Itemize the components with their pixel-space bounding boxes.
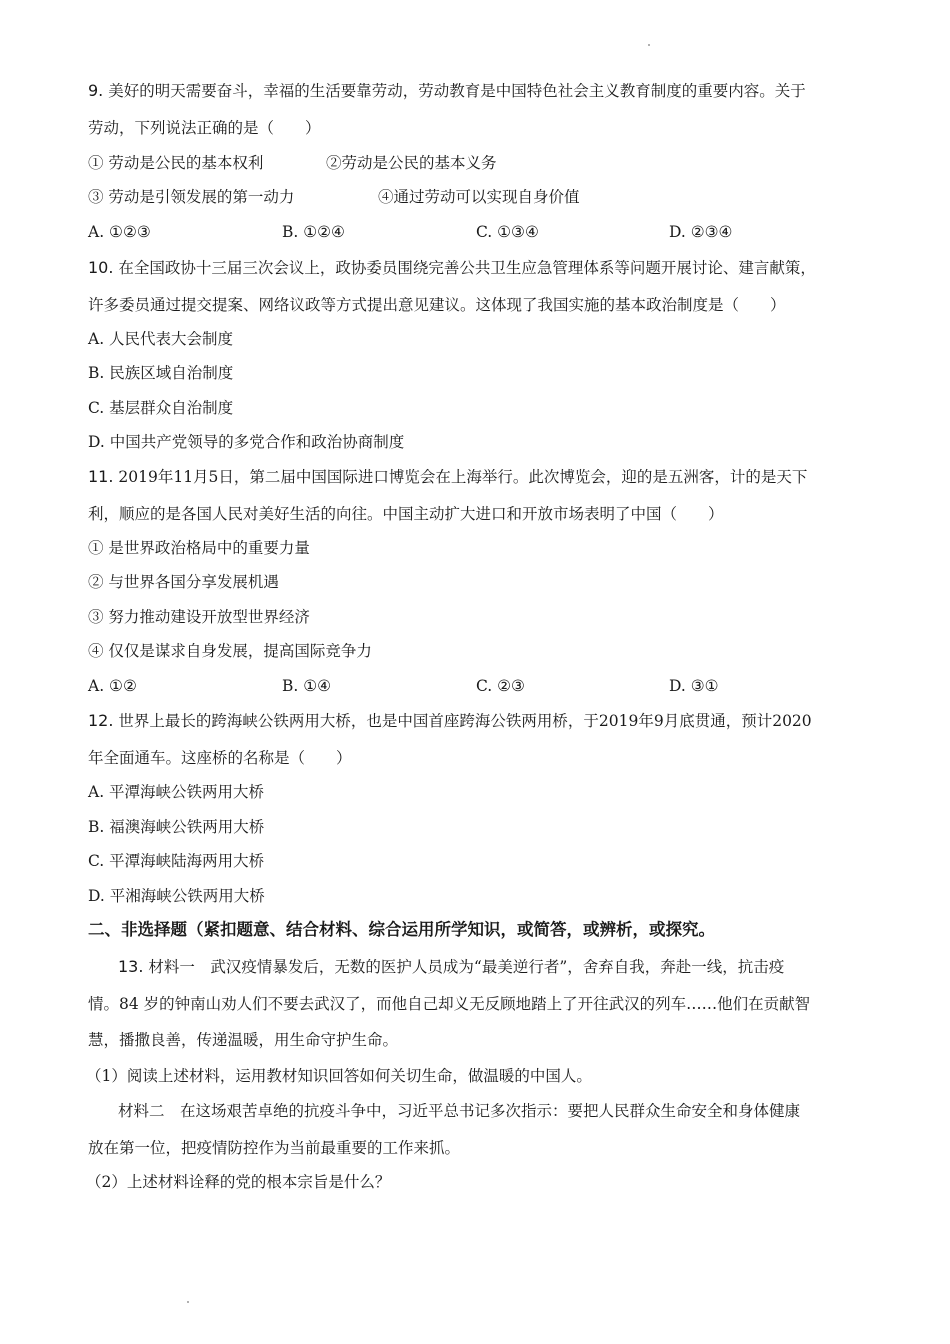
q9-option-b[interactable]: B. ①②④ [282, 223, 345, 241]
q13-sub-question-2: （2）上述材料诠释的党的根本宗旨是什么？ [86, 1173, 391, 1191]
q10-stem-text1: 在全国政协十三届三次会议上，政协委员围绕完善公共卫生应急管理体系等问题开展讨论、建言献策， [118, 259, 816, 277]
q10-option-a[interactable]: A. 人民代表大会制度 [88, 330, 234, 348]
q10-option-b[interactable]: B. 民族区域自治制度 [88, 364, 234, 382]
q11-options [88, 676, 868, 696]
q13-material1-text1: 材料一 武汉疫情暴发后，无数的医护人员成为“最美逆行者”，舍弃自我，奔赴一线，抗击疫 [148, 958, 785, 976]
q13-material1-line1 [118, 957, 784, 977]
q9-item-3: ③ 劳动是引领发展的第一动力 [88, 188, 295, 206]
q13-material2-line1: 材料二 在这场艰苦卓绝的抗疫斗争中，习近平总书记多次指示：要把人民群众生命安全和身体健康 [118, 1102, 801, 1120]
q11-stem-line1 [88, 467, 807, 487]
q12-option-a[interactable]: A. 平潭海峡公铁两用大桥 [88, 783, 265, 801]
q9-stem-line2: 劳动，下列说法正确的是（ ） [88, 119, 321, 137]
q10-stem-line2: 许多委员通过提交提案、网络议政等方式提出意见建议。这体现了我国实施的基本政治制度是（ ） [88, 296, 786, 314]
q12-stem-line2: 年全面通车。这座桥的名称是（ ） [88, 749, 352, 767]
q10-option-d[interactable]: D. 中国共产党领导的多党合作和政治协商制度 [88, 433, 405, 451]
q9-options [88, 222, 868, 242]
q11-option-c[interactable]: C. ②③ [476, 677, 525, 695]
q9-item-2: ②劳动是公民的基本义务 [326, 154, 497, 172]
q12-option-d[interactable]: D. 平湘海峡公铁两用大桥 [88, 887, 265, 905]
q13-material1-line3: 慧，播撒良善，传递温暖，用生命守护生命。 [88, 1031, 399, 1049]
page-mark-dot [648, 44, 650, 46]
q9-option-a[interactable]: A. ①②③ [88, 223, 151, 241]
q11-option-d[interactable]: D. ③① [669, 677, 719, 695]
q12-option-b[interactable]: B. 福澳海峡公铁两用大桥 [88, 818, 265, 836]
q10-option-c[interactable]: C. 基层群众自治制度 [88, 399, 234, 417]
q9-option-c[interactable]: C. ①③④ [476, 223, 539, 241]
q11-stem-line2: 利，顺应的是各国人民对美好生活的向往。中国主动扩大进口和开放市场表明了中国（ ） [88, 505, 724, 523]
q12-number: 12. [88, 711, 114, 730]
q12-option-c[interactable]: C. 平潭海峡陆海两用大桥 [88, 852, 265, 870]
q12-stem-line1 [88, 711, 812, 731]
q11-option-a[interactable]: A. ①② [88, 677, 137, 695]
q9-item-1: ① 劳动是公民的基本权利 [88, 154, 264, 172]
q9-stem-line1 [88, 81, 806, 101]
q13-number: 13. [118, 957, 144, 976]
q11-item-3: ③ 努力推动建设开放型世界经济 [88, 608, 310, 626]
q11-item-2: ② 与世界各国分享发展机遇 [88, 573, 279, 591]
q12-stem-text1: 世界上最长的跨海峡公铁两用大桥，也是中国首座跨海公铁两用桥，于2019年9月底贯通，预计2020 [118, 712, 812, 730]
q9-option-d[interactable]: D. ②③④ [669, 223, 733, 241]
section2-heading: 二、非选择题（紧扣题意、结合材料、综合运用所学知识，或简答，或辨析，或探究。 [88, 920, 715, 939]
q9-item-4: ④通过劳动可以实现自身价值 [378, 188, 580, 206]
q11-option-b[interactable]: B. ①④ [282, 677, 332, 695]
q10-number: 10. [88, 258, 114, 277]
q13-sub-question-1: （1）阅读上述材料，运用教材知识回答如何关切生命，做温暖的中国人。 [86, 1067, 592, 1085]
q11-number: 11. [88, 467, 114, 486]
q11-stem-text1: 2019年11月5日，第二届中国国际进口博览会在上海举行。此次博览会，迎的是五洲客，计的是天下 [118, 468, 808, 486]
q9-stem-text1: 美好的明天需要奋斗，幸福的生活要靠劳动，劳动教育是中国特色社会主义教育制度的重要内容。关于 [108, 82, 806, 100]
q11-item-1: ① 是世界政治格局中的重要力量 [88, 539, 310, 557]
q11-item-4: ④ 仅仅是谋求自身发展，提高国际竞争力 [88, 642, 372, 660]
q13-material1-line2: 情。84 岁的钟南山劝人们不要去武汉了，而他自己却义无反顾地踏上了开往武汉的列车……他们在贡献智 [88, 995, 811, 1013]
q13-material2-line2: 放在第一位，把疫情防控作为当前最重要的工作来抓。 [88, 1139, 461, 1157]
q9-number: 9. [88, 81, 104, 100]
page-mark-dot-bottom [187, 1301, 189, 1303]
q10-stem-line1 [88, 258, 816, 278]
